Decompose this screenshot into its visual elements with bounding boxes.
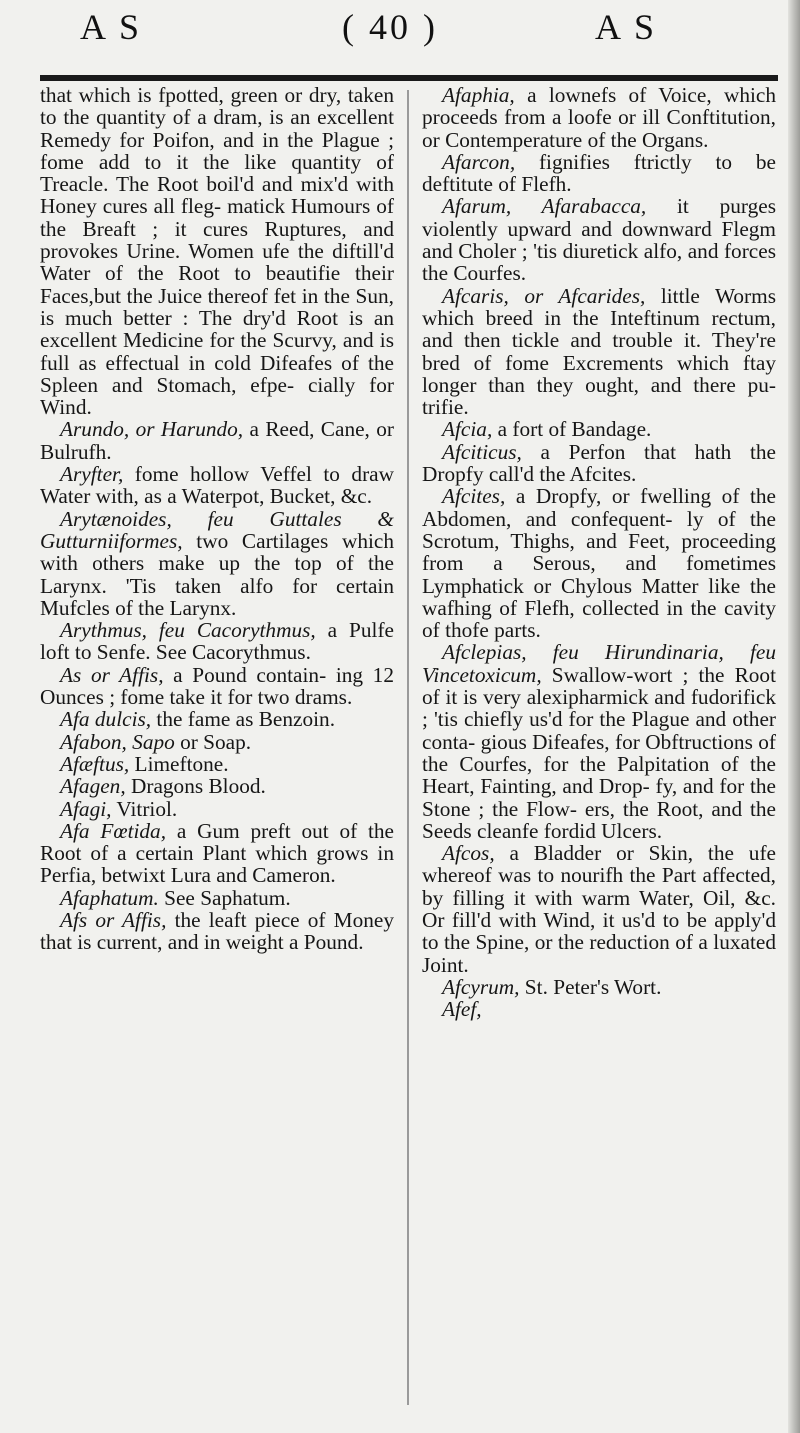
page-edge-shadow	[788, 0, 800, 1433]
left-column	[40, 84, 394, 1429]
dictionary-entry	[422, 441, 776, 486]
page-number: ( 40 )	[342, 7, 438, 47]
right-column	[422, 84, 776, 1429]
entry-headword: Afagen,	[60, 774, 126, 799]
dictionary-entry	[40, 798, 394, 820]
entry-definition: Vitriol.	[111, 796, 178, 821]
entry-definition: a Bladder or Skin, the ufe whereof was to nourifh the Part affected, by filling it with warm Water, Oil, &c. Or fill'd with Wind, it us'd to be apply'd to the Spine, or the reduction of a luxated Joint.	[422, 841, 776, 977]
entry-definition: Limeftone.	[129, 751, 229, 776]
entry-headword: Afarcon,	[442, 149, 516, 174]
entry-headword: Afcia,	[442, 417, 493, 442]
entry-definition: it purges violently upward and downward Flegm and Choler ; 'tis diuretick alfo, and forces the Courfes.	[422, 194, 776, 286]
entry-headword: Afagi,	[60, 796, 112, 821]
entry-headword: Afs or Affis,	[60, 907, 167, 932]
entry-headword: Aryfter,	[60, 462, 124, 487]
entry-definition: a Pound contain- ing 12 Ounces ; fome take it for two drams.	[40, 662, 394, 710]
dictionary-entry	[40, 508, 394, 619]
entry-definition: the leaft piece of Money that is current, and in weight a Pound.	[40, 907, 394, 955]
entry-headword: Afclepias, feu Hirundinaria, feu Vincetoxicum,	[422, 640, 776, 687]
entry-headword: Afcyrum,	[442, 974, 520, 999]
dictionary-entry	[422, 842, 776, 976]
entry-definition: a Pulfe loft to Senfe. See Cacorythmus.	[40, 618, 394, 665]
entry-definition: the fame as Benzoin.	[151, 707, 336, 732]
dictionary-entry	[40, 887, 394, 909]
entry-headword: Afef,	[442, 997, 482, 1022]
entry-headword: Afcos,	[442, 841, 495, 866]
dictionary-entry	[422, 285, 776, 419]
entry-headword: Afabon, Sapo	[60, 729, 175, 754]
dictionary-entry	[40, 753, 394, 775]
dictionary-entry	[40, 84, 394, 418]
entry-headword: As or Affis,	[60, 662, 164, 687]
dictionary-entry	[422, 976, 776, 998]
entry-headword: Arytænoides, feu Guttales & Gutturniiformes,	[40, 506, 394, 553]
dictionary-entry	[40, 708, 394, 730]
entry-headword: Afarum, Afarabacca,	[442, 194, 647, 219]
running-header	[0, 0, 800, 78]
entry-definition: little Worms which breed in the Inteftinum rectum, and then tickle and trouble it. They're bred of fome Excrements which ftay longer than they ought, and there pu- trifie.	[422, 283, 776, 420]
dictionary-entry	[40, 731, 394, 753]
dictionary-entry	[422, 151, 776, 196]
entry-definition: Dragons Blood.	[125, 774, 266, 799]
entry-headword: Afcites,	[442, 484, 506, 509]
entry-headword: Arythmus, feu Cacorythmus,	[60, 618, 316, 643]
entry-definition: fignifies ftrictly to be deftitute of Flefh.	[422, 149, 776, 197]
entry-definition: See Saphatum.	[158, 885, 291, 910]
entry-definition: fome hollow Veffel to draw Water with, as a Waterpot, Bucket, &c.	[40, 462, 394, 509]
entry-headword: Afaphia,	[442, 84, 515, 107]
dictionary-entry	[40, 418, 394, 463]
entry-headword: Arundo, or Harundo,	[60, 417, 244, 442]
dictionary-entry	[40, 775, 394, 797]
dictionary-entry	[40, 909, 394, 954]
header-left-letters: A S	[80, 7, 143, 47]
entry-headword: Afaphatum.	[60, 885, 159, 910]
entry-definition: or Soap.	[174, 729, 252, 754]
dictionary-entry	[422, 418, 776, 440]
dictionary-entry	[40, 463, 394, 508]
entry-definition: that which is fpotted, green or dry, taken to the quantity of a dram, is an excellent Remedy for Poifon, and in the Plague ; fome add to it the like quantity of Treacle. The Root boil'd and mix'd with Honey cures all fleg- matick Humours of the Breaft ; it cures Ruptures, and provokes Urine. Women ufe the diftill'd Water of the Root to beautifie their Faces,but the Juice thereof fet in the Sun, is much better : The dry'd Root is an excellent Medicine for the Scurvy, and is full as effectual in cold Difeafes of the Spleen and Stomach, efpe- cially for Wind.	[40, 84, 394, 420]
entry-headword: Afa dulcis,	[60, 707, 152, 732]
entry-definition: two Cartilages which with others make up the top of the Larynx. 'Tis taken alfo for certain Mufcles of the Larynx.	[40, 528, 394, 620]
dictionary-entry	[422, 485, 776, 641]
entry-definition: a fort of Bandage.	[492, 417, 652, 442]
column-divider	[407, 90, 409, 1405]
dictionary-entry	[422, 641, 776, 842]
entry-headword: Afa Fœtida,	[60, 818, 167, 843]
dictionary-entry	[40, 664, 394, 709]
dictionary-entry	[422, 998, 776, 1020]
entry-definition: a Perfon that hath the Dropfy call'd the Afcites.	[422, 439, 776, 487]
dictionary-entry	[40, 619, 394, 664]
entry-definition: a lownefs of Voice, which proceeds from a loofe or ill Conftitution, or Contemperature of the Organs.	[422, 84, 776, 152]
entry-headword: Afæftus,	[60, 751, 130, 776]
entry-definition: St. Peter's Wort.	[519, 974, 662, 999]
header-rule	[40, 75, 778, 81]
header-right-letters: A S	[595, 7, 658, 47]
entry-definition: Swallow-wort ; the Root of it is very alexipharmick and fudorifick ; 'tis chiefly us'd for the Plague and other conta- gious Difeafes, for Obftructions of the Courfes, for the Palpitation of the Heart, Fainting, and Drop- fy, and for the Stone ; the Flow- ers, the Root, and the Seeds cleanfe fordid Ulcers.	[422, 662, 776, 843]
entry-definition: a Gum preft out of the Root of a certain Plant which grows in Perfia, betwixt Lura and Cameron.	[40, 818, 394, 888]
entry-definition: a Dropfy, or fwelling of the Abdomen, and confequent- ly of the Scrotum, Thighs, and Feet, proceeding from a Serous, and fometimes Lymphatick or Chylous Matter like the wafhing of Flefh, collected in the cavity of thofe parts.	[422, 484, 776, 643]
entry-headword: Afcaris, or Afcarides,	[442, 283, 646, 308]
dictionary-entry	[40, 820, 394, 887]
dictionary-entry	[422, 84, 776, 151]
dictionary-entry	[422, 195, 776, 284]
entry-definition: a Reed, Cane, or Bulrufh.	[40, 417, 394, 464]
entry-headword: Afciticus,	[442, 439, 522, 464]
